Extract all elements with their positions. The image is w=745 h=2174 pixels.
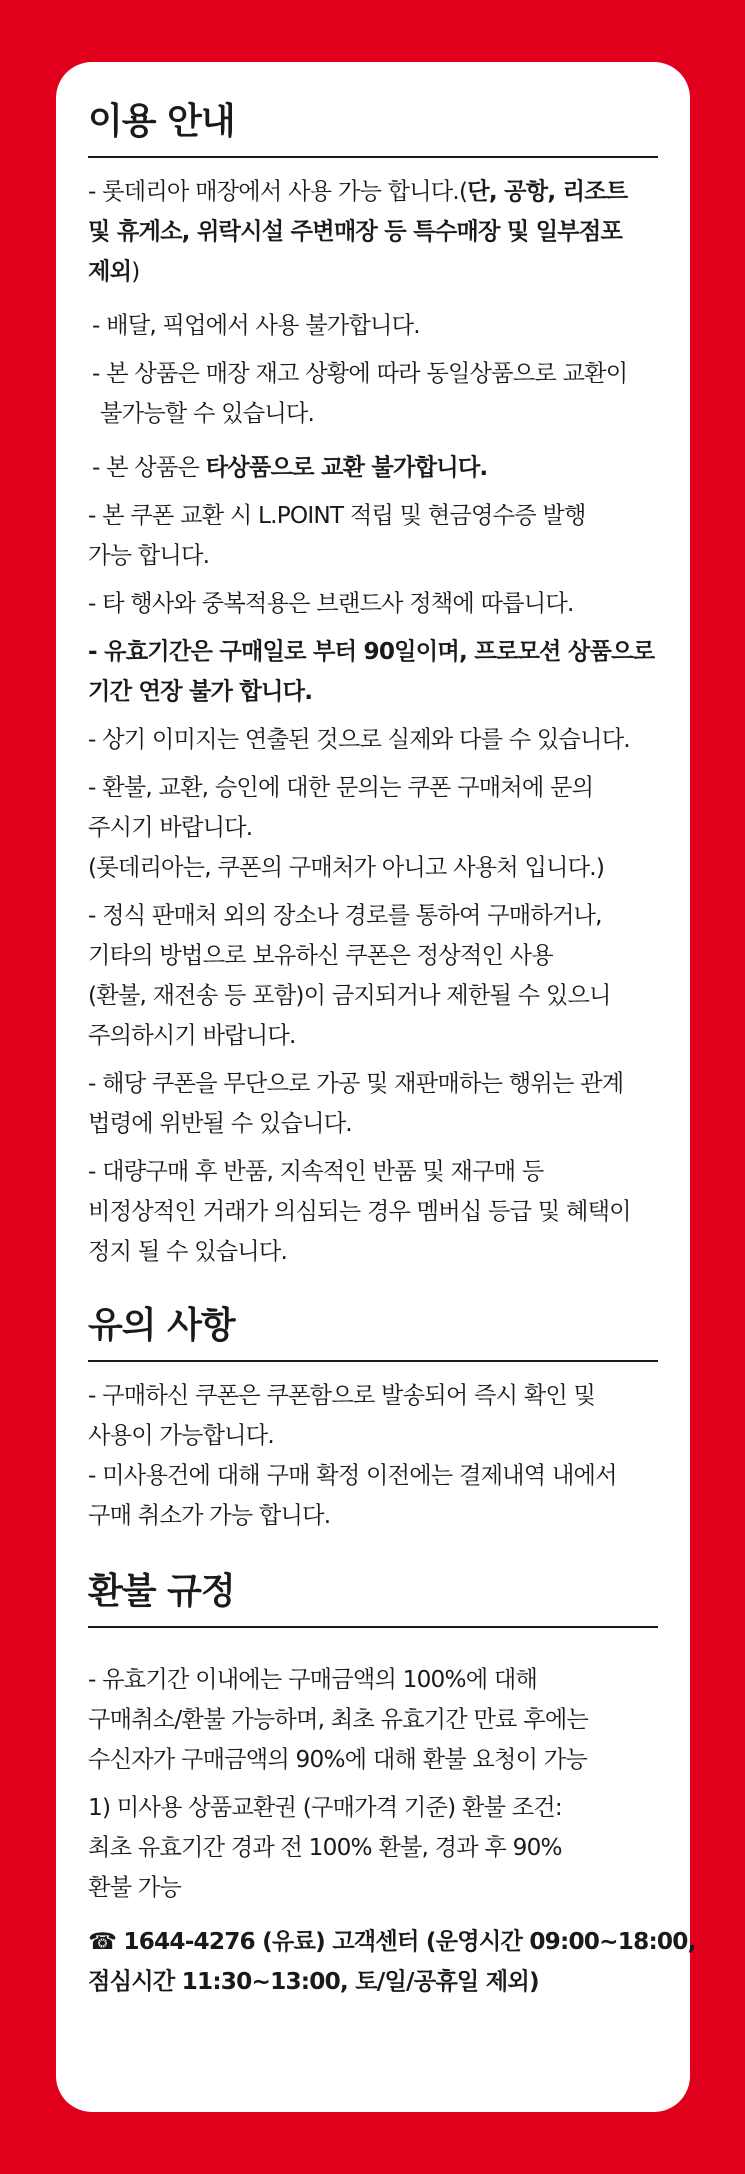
usage-title: 이용 안내 (88, 100, 658, 158)
usage-section (88, 62, 658, 1272)
usage-item-9: - 환불, 교환, 승인에 대한 문의는 쿠폰 구매처에 문의 주시기 바랍니다. (롯데리아는, 쿠폰의 구매처가 아니고 사용처 입니다.) (88, 774, 605, 881)
refund-item-1: - 유효기간 이내에는 구매금액의 100%에 대해 구매취소/환불 가능하며, 최초 유효기간 만료 후에는 수신자가 구매금액의 90%에 대해 환불 요청이 가능 (88, 1666, 589, 1773)
refund-section (88, 1570, 696, 2002)
refund-item-2: 1) 미사용 상품교환권 (구매가격 기준) 환불 조건: 최초 유효기간 경과 전 100% 환불, 경과 후 90% 환불 가능 (88, 1794, 562, 1901)
usage-item-10: - 정식 판매처 외의 장소나 경로를 통하여 구매하거나, 기타의 방법으로 보유하신 쿠폰은 정상적인 사용 (환불, 재전송 등 포함)이 금지되거나 제한될 수 있으니 주의하시기 바랍니다. (88, 902, 611, 1049)
usage-item-3: - 본 상품은 매장 재고 상황에 따라 동일상품으로 교환이 불가능할 수 있습니다. (92, 360, 628, 427)
usage-item-7: - 유효기간은 구매일로 부터 90일이며, 프로모션 상품으로 기간 연장 불가 합니다. (88, 638, 655, 705)
info-card (56, 62, 696, 2112)
customer-center (88, 1922, 696, 2002)
usage-item-2: - 배달, 픽업에서 사용 불가합니다. (92, 312, 420, 339)
refund-title: 환불 규정 (88, 1570, 658, 1628)
usage-item-12: - 대량구매 후 반품, 지속적인 반품 및 재구매 등 비정상적인 거래가 의심되는 경우 멤버십 등급 및 혜택이 정지 될 수 있습니다. (88, 1158, 631, 1265)
notice-section (88, 1304, 658, 1536)
notice-item-2: - 미사용건에 대해 구매 확정 이전에는 결제내역 내에서 구매 취소가 가능 합니다. (88, 1462, 617, 1529)
usage-item-1-emphasis: 단, 공항, 리조트 (467, 178, 628, 205)
usage-item-4: - 본 상품은 타상품으로 교환 불가합니다. (92, 454, 488, 481)
notice-item-1: - 구매하신 쿠폰은 쿠폰함으로 발송되어 즉시 확인 및 사용이 가능합니다. (88, 1382, 596, 1449)
usage-item-5: - 본 쿠폰 교환 시 L.POINT 적립 및 현금영수증 발행 가능 합니다. (88, 502, 586, 569)
usage-item-11: - 해당 쿠폰을 무단으로 가공 및 재판매하는 행위는 관계 법령에 위반될 수 있습니다. (88, 1070, 624, 1137)
phone-icon: ☎ (88, 1928, 117, 1955)
usage-item-1: - 롯데리아 매장에서 사용 가능 합니다.(단, 공항, 리조트 및 휴게소, 위락시설 주변매장 등 특수매장 및 일부점포 제외) (88, 178, 628, 285)
customer-center-phone: 1644-4276 (유료) 고객센터 (운영시간 09:00~18:00, (116, 1928, 696, 1955)
notice-title: 유의 사항 (88, 1304, 658, 1362)
usage-item-8: - 상기 이미지는 연출된 것으로 실제와 다를 수 있습니다. (88, 726, 630, 753)
usage-item-6: - 타 행사와 중복적용은 브랜드사 정책에 따릅니다. (88, 590, 574, 617)
customer-center-hours: 점심시간 11:30~13:00, 토/일/공휴일 제외) (88, 1968, 539, 1995)
